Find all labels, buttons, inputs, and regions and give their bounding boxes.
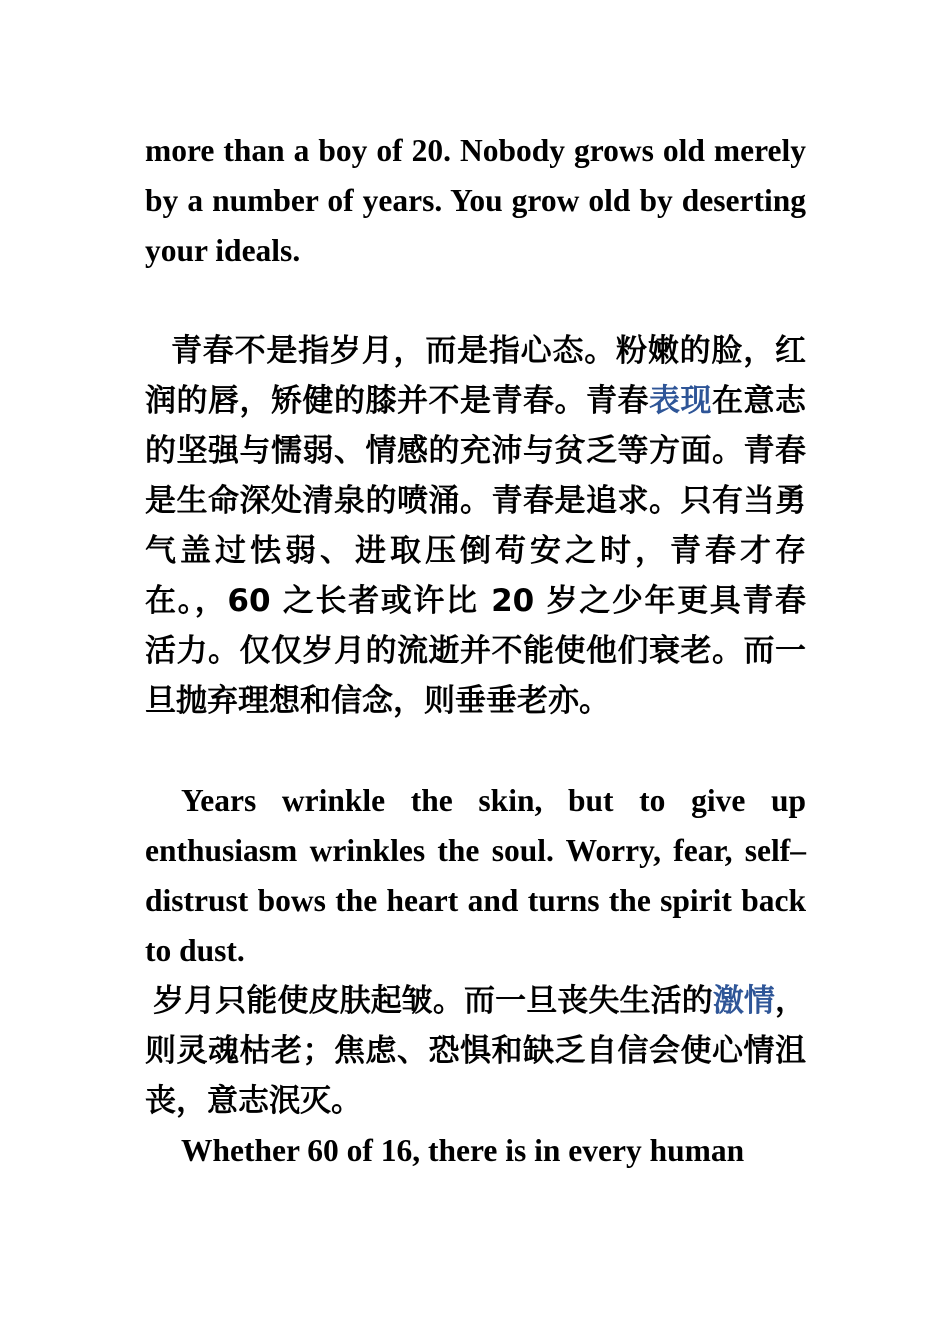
paragraph-spacer (145, 726, 806, 776)
paragraph-chinese-2-text-b: ，则灵魂枯老；焦虑、恐惧和缺乏自信会使心情沮丧，意志泯灭。 (145, 983, 807, 1119)
paragraph-chinese-1-text-b: 在意志的坚强与懦弱、情感的充沛与贫乏等方面。青春是生命深处清泉的喷涌。青春是追求。只有当勇气盖过怯弱、进取压倒苟安之时，青春才存在。，60 之长者或许比 20 岁之少年更具青春活力。仅仅岁月的流逝并不能使他们衰老。而一旦抛弃理想和信念，则垂垂老亦。 (145, 383, 806, 719)
paragraph-chinese-2 (145, 976, 806, 1126)
paragraph-english-1: more than a boy of 20. Nobody grows old merely by a number of years. You grow old by deserting your ideals. (145, 133, 806, 268)
paragraph-english-3: Whether 60 of 16, there is in every human (181, 1133, 745, 1168)
paragraph-chinese-1-text-a: 青春不是指岁月，而是指心态。粉嫩的脸，红润的唇，矫健的膝并不是青春。青春 (145, 333, 806, 419)
paragraph-english-2: Years wrinkle the skin, but to give up enthusiasm wrinkles the soul. Worry, fear, self–distrust bows the heart and turns the spirit back to dust. (145, 783, 806, 968)
paragraph-chinese-1 (145, 326, 806, 726)
paragraph-chinese-2-text-a: 岁月只能使皮肤起皱。而一旦丧失生活的 (153, 983, 713, 1019)
document-page (145, 126, 806, 1176)
hyperlink-biaoxian[interactable]: 表现 (649, 383, 712, 419)
paragraph-spacer (145, 276, 806, 326)
hyperlink-jiqing[interactable]: 激情 (712, 983, 776, 1019)
